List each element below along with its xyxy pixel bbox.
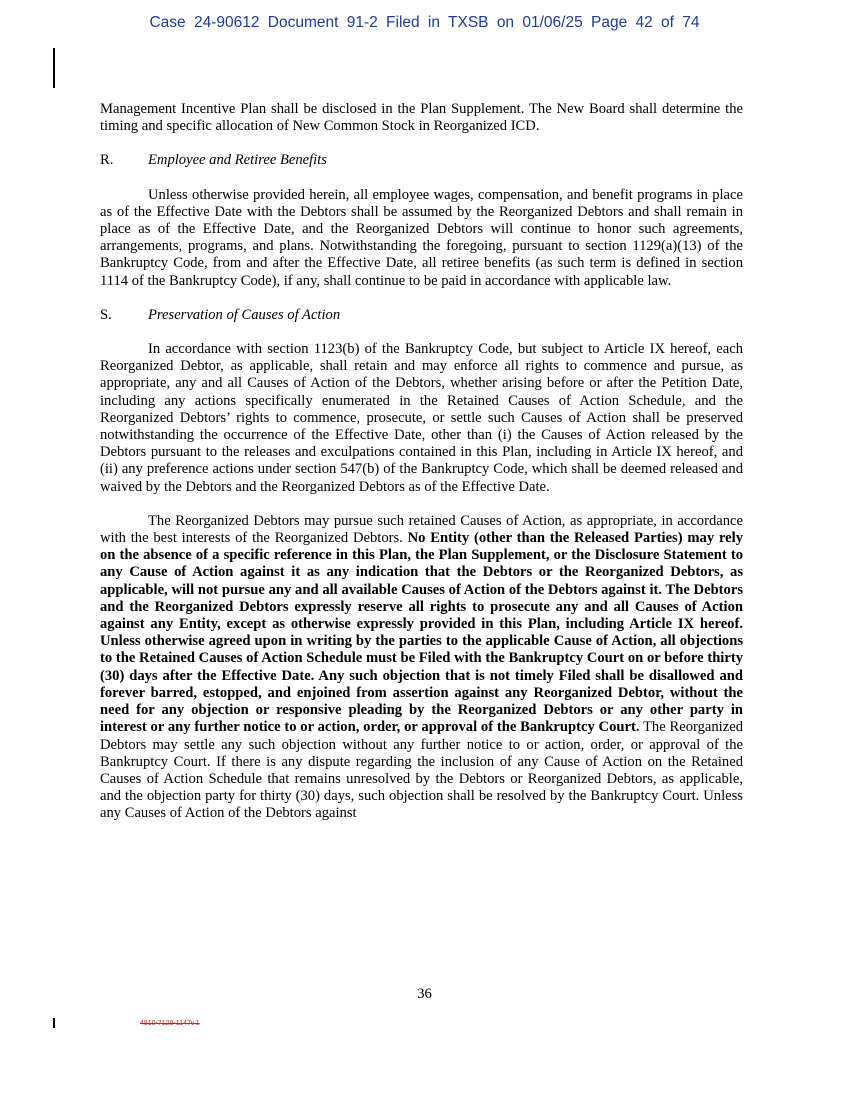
section-s-letter: S. xyxy=(100,306,112,323)
section-r-heading xyxy=(100,152,743,169)
section-s-paragraph-1: In accordance with section 1123(b) of the Bankruptcy Code, but subject to Article IX hereof, each Reorganized Debtor, as applicable, shall retain and may enforce all rights to commence and pursue, as appropriate, any and all Causes of Action of the Debtors, whether arising before or after the Petition Date, including any actions specifically enumerated in the Retained Causes of Action Schedule, and the Reorganized Debtors’ rights to commence, prosecute, or settle such Causes of Action shall be preserved notwithstanding the occurrence of the Effective Date, other than (i) the Causes of Action released by the Debtors pursuant to the releases and exculpations contained in this Plan, including in Article IX hereof, and (ii) any preference actions under section 547(b) of the Bankruptcy Code, which shall be deemed released and waived by the Debtors and the Reorganized Debtors as of the Effective Date. xyxy=(100,341,743,495)
paragraph-2-bold-text: No Entity (other than the Released Parties) may rely on the absence of a specific reference in this Plan, the Plan Supplement, or the Disclosure Statement to any Cause of Action against it as any indication that the Debtors or the Reorganized Debtors, as applicable, will not pursue any and all available Causes of Action of the Debtors against it. The Debtors and the Reorganized Debtors expressly reserve all rights to prosecute any and all Causes of Action against any Entity, except as otherwise expressly provided in this Plan, including Article IX hereof. Unless otherwise agreed upon in writing by the parties to the applicable Cause of Action, all objections to the Retained Causes of Action Schedule must be Filed with the Bankruptcy Court on or before thirty (30) days after the Effective Date. Any such objection that is not timely Filed shall be disallowed and forever barred, estopped, and enjoined from assertion against any Reorganized Debtor, without the need for any objection or responsive pleading by the Reorganized Debtors or any other party in interest or any further notice to or action, order, or approval of the Bankruptcy Court. xyxy=(100,530,743,736)
section-s-heading xyxy=(100,307,743,324)
paragraph-2-start: The Reorganized Debtors may pursue such retained Causes of Action, as appropriate, in accordance with the best interests of the Reorganized Debtors. xyxy=(100,512,743,547)
revision-change-bar-footer xyxy=(53,1018,55,1028)
page-number: 36 xyxy=(417,986,432,1002)
section-s-title: Preservation of Causes of Action xyxy=(148,306,341,323)
section-r-title: Employee and Retiree Benefits xyxy=(148,152,327,169)
section-s-paragraph-2 xyxy=(100,513,743,823)
intro-paragraph: Management Incentive Plan shall be disclosed in the Plan Supplement. The New Board shall determine the timing and specific allocation of New Common Stock in Reorganized ICD. xyxy=(100,101,743,135)
document-id-stamp: 4910-7129-1147v.1 xyxy=(140,1020,200,1027)
paragraph-2-end: The Reorganized Debtors may settle any such objection without any further notice to or action, order, or approval of the Bankruptcy Court. If there is any dispute regarding the inclusion of any Cause of Action on the Retained Causes of Action Schedule that remains unresolved by the Debtors or Reorganized Debtors, as applicable, and the objection party for thirty (30) days, such objection shall be resolved by the Bankruptcy Court. Unless any Causes of Action of the Debtors against xyxy=(100,719,743,822)
section-r-letter: R. xyxy=(100,152,114,169)
document-body xyxy=(100,101,743,840)
revision-change-bar xyxy=(53,48,55,88)
court-filing-header: Case 24-90612 Document 91-2 Filed in TXSB on 01/06/25 Page 42 of 74 xyxy=(149,14,700,31)
section-r-paragraph: Unless otherwise provided herein, all employee wages, compensation, and benefit programs in place as of the Effective Date with the Debtors shall be assumed by the Reorganized Debtors and shall remain in place as of the Effective Date, and the Reorganized Debtors will continue to honor such agreements, arrangements, programs, and plans. Notwithstanding the foregoing, pursuant to section 1129(a)(13) of the Bankruptcy Code, from and after the Effective Date, all retiree benefits (as such term is defined in section 1114 of the Bankruptcy Code), if any, shall continue to be paid in accordance with applicable law. xyxy=(100,186,743,289)
